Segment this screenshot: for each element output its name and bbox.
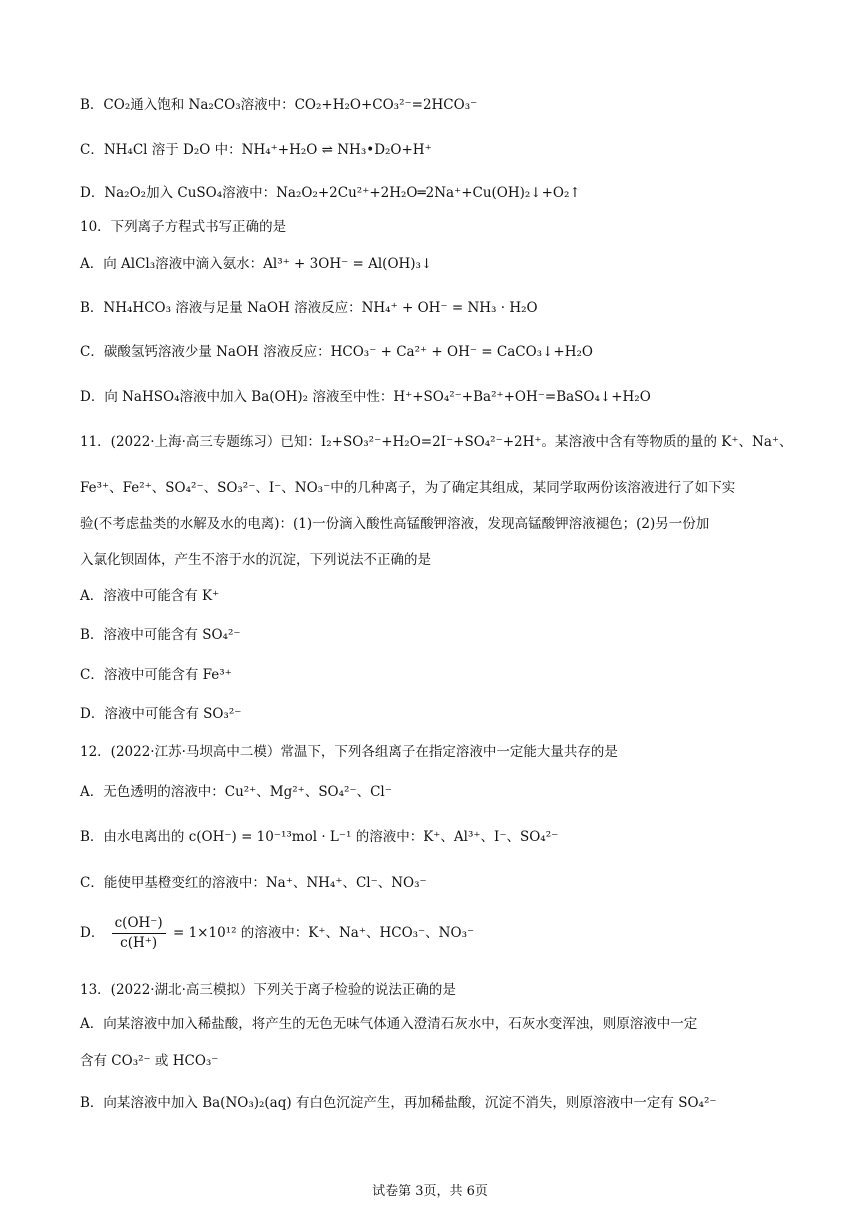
- q10-stem: 10．下列离子方程式书写正确的是: [80, 219, 287, 235]
- q9-option-b: B．CO₂通入饱和 Na₂CO₃溶液中：CO₂+H₂O+CO₃²⁻=2HCO₃⁻: [80, 97, 478, 113]
- q11-stem-line3: 验(不考虑盐类的水解及水的电离)：(1)一份滴入酸性高锰酸钾溶液，发现高锰酸钾溶液褪色；(2)另一份加: [80, 516, 710, 532]
- q12-option-d-text: = 1×10¹² 的溶液中：K⁺、Na⁺、HCO₃⁻、NO₃⁻: [172, 925, 475, 941]
- q12-option-d: [80, 915, 474, 952]
- q12-option-a: A．无色透明的溶液中：Cu²⁺、Mg²⁺、SO₄²⁻、Cl⁻: [80, 784, 392, 800]
- q11-option-b: B．溶液中可能含有 SO₄²⁻: [80, 627, 241, 643]
- q10-option-d: D．向 NaHSO₄溶液中加入 Ba(OH)₂ 溶液至中性：H⁺+SO₄²⁻+Ba²⁺+OH⁻=BaSO₄↓+H₂O: [80, 389, 651, 405]
- page-footer: 试卷第 3页，共 6页: [372, 1184, 488, 1199]
- q11-option-d: D．溶液中可能含有 SO₃²⁻: [80, 706, 242, 722]
- q10-option-b: B．NH₄HCO₃ 溶液与足量 NaOH 溶液反应：NH₄⁺ + OH⁻ = NH₃ · H₂O: [80, 300, 538, 316]
- fraction-numerator: c(OH⁻): [112, 915, 166, 934]
- q12-option-b: B．由水电离出的 c(OH⁻) = 10⁻¹³mol · L⁻¹ 的溶液中：K⁺、Al³⁺、I⁻、SO₄²⁻: [80, 829, 559, 845]
- q10-option-a: A．向 AlCl₃溶液中滴入氨水：Al³⁺ + 3OH⁻ = Al(OH)₃↓: [80, 256, 433, 272]
- q12-option-d-label: D．: [80, 925, 105, 941]
- q9-option-c: C．NH₄Cl 溶于 D₂O 中：NH₄⁺+H₂O ⇌ NH₃•D₂O+H⁺: [80, 142, 432, 158]
- q13-stem: 13．(2022·湖北·高三模拟）下列关于离子检验的说法正确的是: [80, 982, 456, 998]
- q11-stem-line2: Fe³⁺、Fe²⁺、SO₄²⁻、SO₃²⁻、I⁻、NO₃⁻中的几种离子，为了确定其组成，某同学取两份该溶液进行了如下实: [80, 480, 736, 496]
- q11-option-c: C．溶液中可能含有 Fe³⁺: [80, 667, 232, 683]
- q11-stem-line1: 11．(2022·上海·高三专题练习）已知：I₂+SO₃²⁻+H₂O=2I⁻+SO₄²⁻+2H⁺。某溶液中含有等物质的量的 K⁺、Na⁺、: [80, 434, 793, 450]
- q13-option-b: B．向某溶液中加入 Ba(NO₃)₂(aq) 有白色沉淀产生，再加稀盐酸，沉淀不消失，则原溶液中一定有 SO₄²⁻: [80, 1095, 717, 1111]
- q13-option-a-line2: 含有 CO₃²⁻ 或 HCO₃⁻: [80, 1053, 219, 1069]
- q11-option-a: A．溶液中可能含有 K⁺: [80, 588, 220, 604]
- q13-option-a-line1: A．向某溶液中加入稀盐酸，将产生的无色无味气体通入澄清石灰水中，石灰水变浑浊，则原溶液中一定: [80, 1016, 698, 1032]
- q11-stem-line4: 入氯化钡固体，产生不溶于水的沉淀，下列说法不正确的是: [80, 552, 431, 568]
- q10-option-c: C．碳酸氢钙溶液少量 NaOH 溶液反应：HCO₃⁻ + Ca²⁺ + OH⁻ = CaCO₃↓+H₂O: [80, 344, 593, 360]
- fraction-denominator: c(H⁺): [120, 935, 158, 951]
- fraction: [112, 915, 166, 952]
- q12-stem: 12．(2022·江苏·马坝高中二模）常温下，下列各组离子在指定溶液中一定能大量共存的是: [80, 744, 618, 760]
- q12-option-c: C．能使甲基橙变红的溶液中：Na⁺、NH₄⁺、Cl⁻、NO₃⁻: [80, 875, 427, 891]
- q9-option-d: D．Na₂O₂加入 CuSO₄溶液中：Na₂O₂+2Cu²⁺+2H₂O═2Na⁺+Cu(OH)₂↓+O₂↑: [80, 185, 581, 201]
